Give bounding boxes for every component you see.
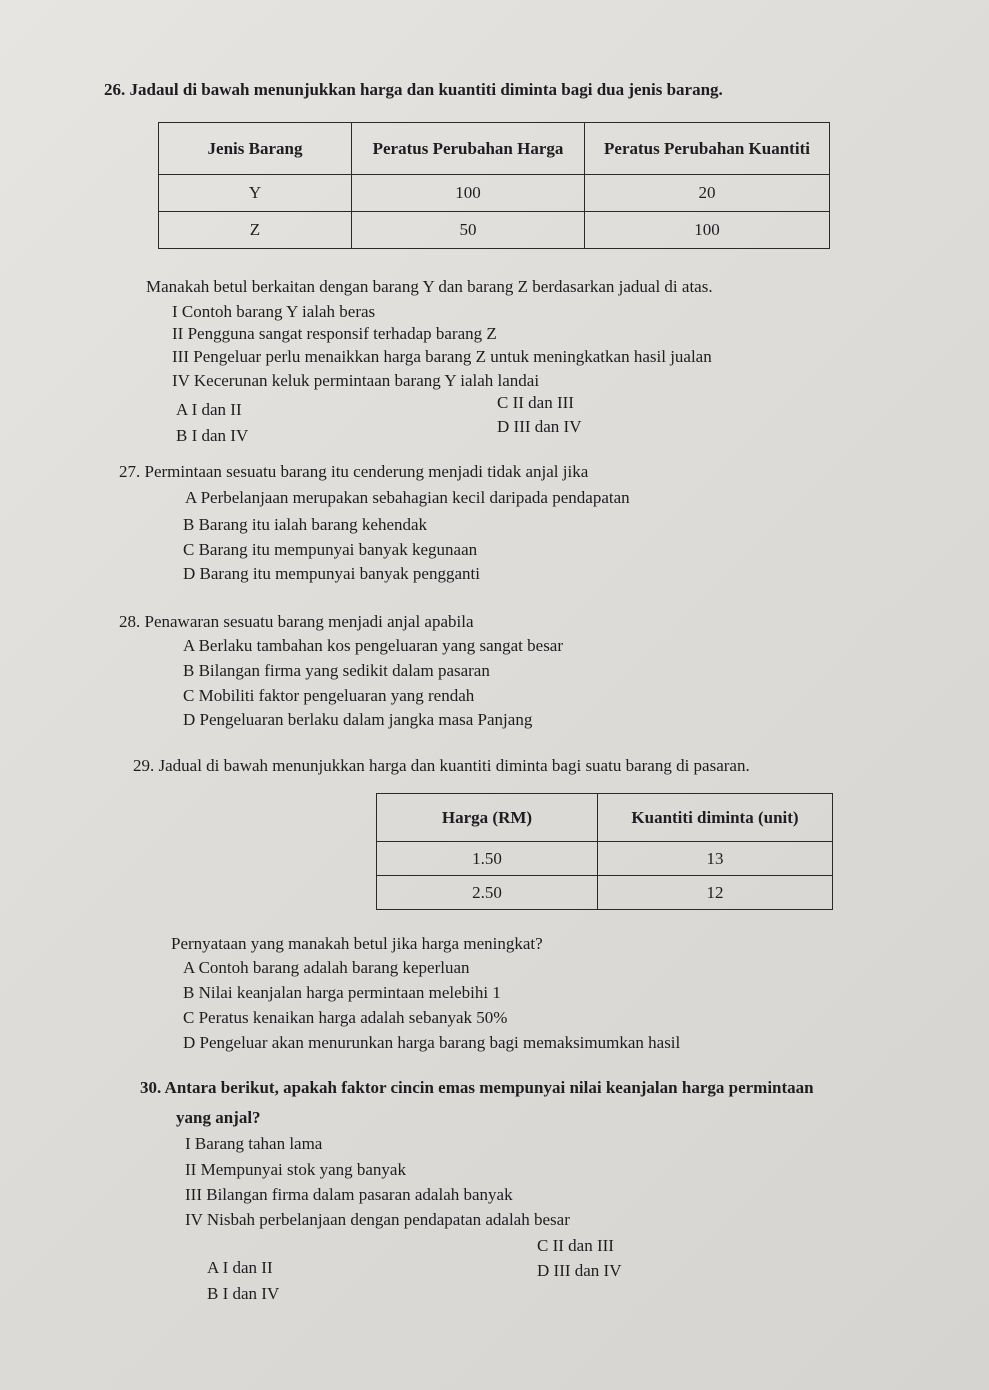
q30-option-b[interactable]: B I dan IV bbox=[207, 1284, 280, 1303]
q26-statement-4: IV Kecerunan keluk permintaan barang Y ialah landai bbox=[172, 371, 540, 390]
q26-question: Manakah betul berkaitan dengan barang Y dan barang Z berdasarkan jadual di atas. bbox=[146, 277, 713, 296]
q29-question: Pernyataan yang manakah betul jika harga meningkat? bbox=[171, 934, 543, 953]
q27-stem: 27. Permintaan sesuatu barang itu cenderung menjadi tidak anjal jika bbox=[119, 462, 589, 481]
q29-stem: 29. Jadual di bawah menunjukkan harga dan kuantiti diminta bagi suatu barang di pasaran. bbox=[133, 756, 750, 775]
q30-statement-2: II Mempunyai stok yang banyak bbox=[185, 1160, 406, 1179]
q29-option-a[interactable]: A Contoh barang adalah barang keperluan bbox=[183, 958, 470, 977]
q27-option-b[interactable]: B Barang itu ialah barang kehendak bbox=[183, 515, 428, 534]
q26-statement-3: III Pengeluar perlu menaikkan harga barang Z untuk meningkatkan hasil jualan bbox=[172, 347, 712, 366]
q30-statement-3: III Bilangan firma dalam pasaran adalah banyak bbox=[185, 1185, 513, 1204]
q27-option-a[interactable]: A Perbelanjaan merupakan sebahagian kecil daripada pendapatan bbox=[185, 488, 630, 507]
table-cell: 1.50 bbox=[377, 842, 598, 876]
q26-header-kuantiti: Peratus Perubahan Kuantiti bbox=[585, 123, 830, 175]
q30-option-c[interactable]: C II dan III bbox=[537, 1236, 614, 1255]
q28-option-d[interactable]: D Pengeluaran berlaku dalam jangka masa Panjang bbox=[183, 710, 533, 729]
table-row bbox=[159, 175, 830, 212]
q28-option-c[interactable]: C Mobiliti faktor pengeluaran yang rendah bbox=[183, 686, 475, 705]
table-cell: 50 bbox=[352, 212, 585, 249]
q27-option-d[interactable]: D Barang itu mempunyai banyak pengganti bbox=[183, 564, 480, 583]
table-cell: 12 bbox=[598, 876, 833, 910]
q26-table bbox=[158, 122, 830, 249]
q26-option-d[interactable]: D III dan IV bbox=[497, 417, 582, 436]
table-row bbox=[159, 212, 830, 249]
q28-option-b[interactable]: B Bilangan firma yang sedikit dalam pasaran bbox=[183, 661, 490, 680]
table-cell: Z bbox=[159, 212, 352, 249]
q29-table bbox=[376, 793, 833, 910]
q26-stem: 26. Jadaul di bawah menunjukkan harga dan kuantiti diminta bagi dua jenis barang. bbox=[104, 80, 723, 99]
table-cell: 100 bbox=[352, 175, 585, 212]
table-cell: 100 bbox=[585, 212, 830, 249]
q30-option-a[interactable]: A I dan II bbox=[207, 1258, 273, 1277]
table-cell: 2.50 bbox=[377, 876, 598, 910]
table-row bbox=[377, 842, 833, 876]
q26-statement-2: II Pengguna sangat responsif terhadap barang Z bbox=[172, 324, 497, 343]
q29-header-harga: Harga (RM) bbox=[377, 794, 598, 842]
q28-stem: 28. Penawaran sesuatu barang menjadi anjal apabila bbox=[119, 612, 474, 631]
q27-option-c[interactable]: C Barang itu mempunyai banyak kegunaan bbox=[183, 540, 478, 559]
q26-option-a[interactable]: A I dan II bbox=[176, 400, 242, 419]
q26-option-b[interactable]: B I dan IV bbox=[176, 426, 249, 445]
q30-statement-4: IV Nisbah perbelanjaan dengan pendapatan adalah besar bbox=[185, 1210, 570, 1229]
q29-option-d[interactable]: D Pengeluar akan menurunkan harga barang bagi memaksimumkan hasil bbox=[183, 1033, 681, 1052]
table-cell: Y bbox=[159, 175, 352, 212]
q30-option-d[interactable]: D III dan IV bbox=[537, 1261, 622, 1280]
q29-option-c[interactable]: C Peratus kenaikan harga adalah sebanyak 50% bbox=[183, 1008, 508, 1027]
q29-header-kuantiti: Kuantiti diminta (unit) bbox=[598, 794, 833, 842]
q26-header-jenis: Jenis Barang bbox=[159, 123, 352, 175]
q29-option-b[interactable]: B Nilai keanjalan harga permintaan melebihi 1 bbox=[183, 983, 501, 1002]
q30-stem-line2: yang anjal? bbox=[176, 1108, 261, 1127]
table-cell: 20 bbox=[585, 175, 830, 212]
q28-option-a[interactable]: A Berlaku tambahan kos pengeluaran yang sangat besar bbox=[183, 636, 564, 655]
q30-stem-line1: 30. Antara berikut, apakah faktor cincin emas mempunyai nilai keanjalan harga permintaan bbox=[140, 1078, 814, 1097]
table-row bbox=[377, 876, 833, 910]
q26-header-harga: Peratus Perubahan Harga bbox=[352, 123, 585, 175]
q26-statement-1: I Contoh barang Y ialah beras bbox=[172, 302, 376, 321]
q30-statement-1: I Barang tahan lama bbox=[185, 1134, 323, 1153]
q26-option-c[interactable]: C II dan III bbox=[497, 393, 574, 412]
table-cell: 13 bbox=[598, 842, 833, 876]
